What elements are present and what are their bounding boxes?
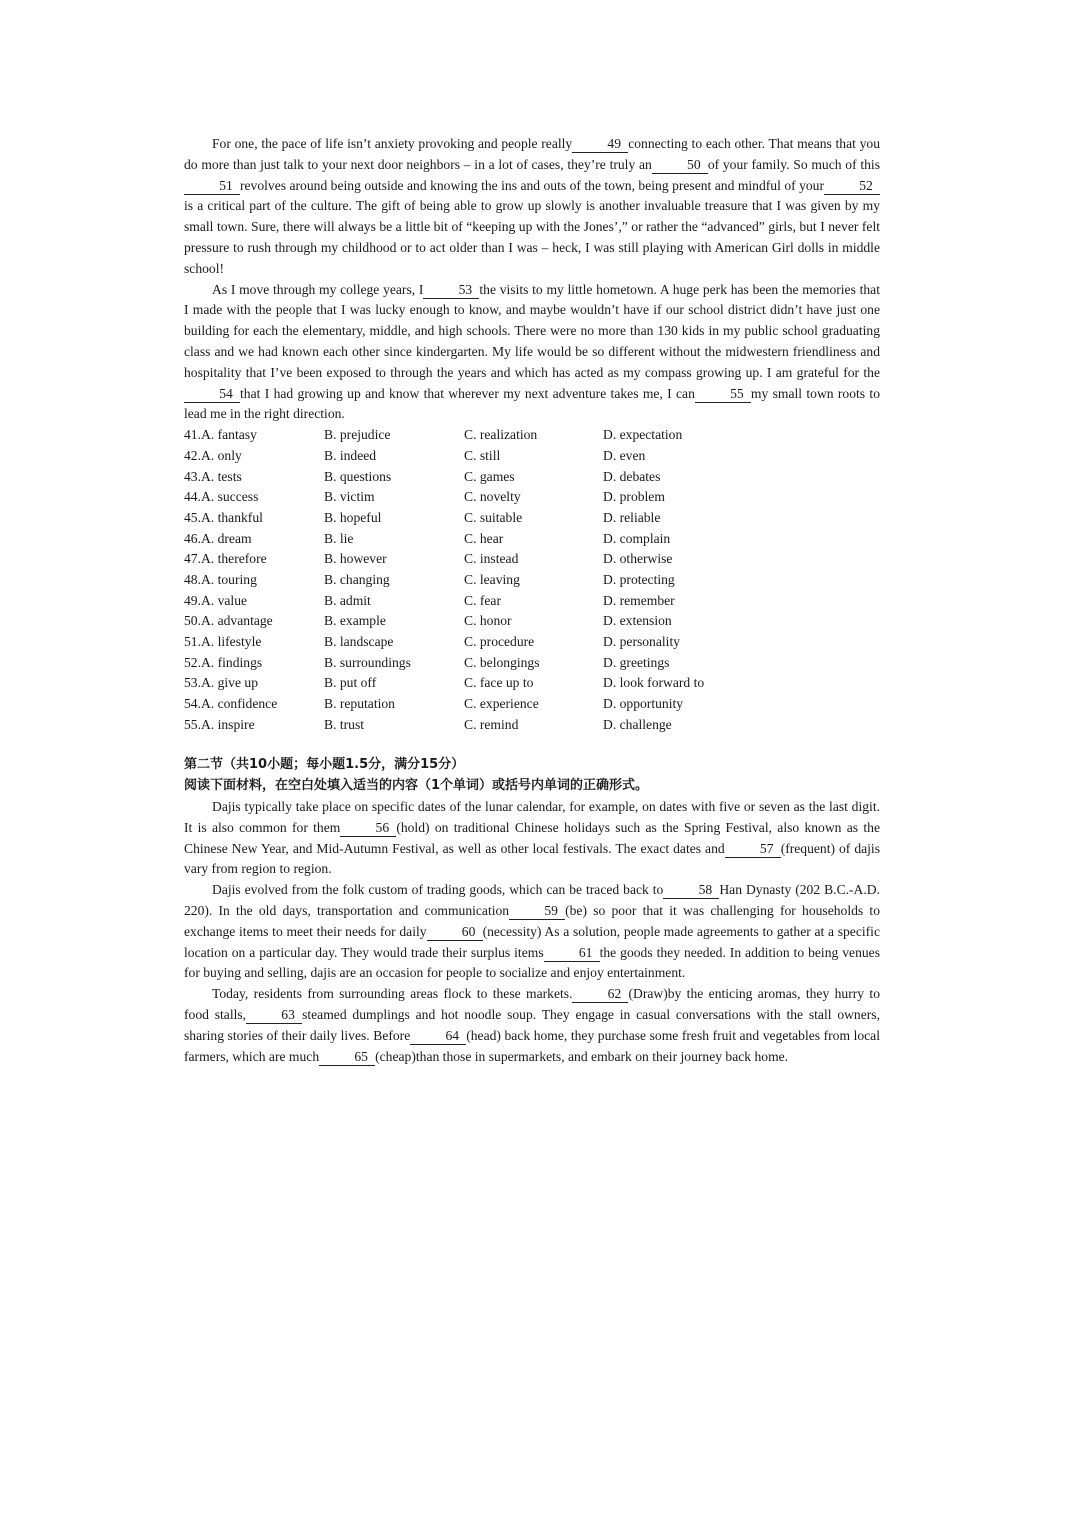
section-2-heading: 第二节（共10小题；每小题1.5分，满分15分） (184, 757, 465, 773)
passage-text: the visits to my little hometown. A huge perk has been the memories that I made with the people that I was lucky enough to know, and maybe wouldn’t have if our school district didn’t have just one building for each the elementary, middle, and high schools. There were no more than 130 kids in my public school graduating class and we had known each other since kindergarten. My life would be so different without the midwestern friendliness and hospitality that I’ve been exposed to through the years and which has acted as my compass growing up. I am grateful for the (184, 281, 880, 380)
section-2-instruction: 阅读下面材料，在空白处填入适当的内容（1个单词）或括号内单词的正确形式。 (184, 778, 649, 794)
passage-text: For one, the pace of life isn’t anxiety provoking and people really (212, 136, 573, 151)
option-c: C. leaving (464, 571, 520, 587)
option-c: C. realization (464, 427, 538, 443)
option-b: B. reputation (324, 696, 395, 712)
option-a: 44.A. success (184, 489, 259, 505)
answer-options-table (184, 425, 880, 735)
option-d: D. look forward to (603, 675, 705, 691)
passage-text: (head) back home, they purchase some fresh fruit and vegetables from local farmers, which are much (184, 1027, 880, 1064)
option-a: 46.A. dream (184, 530, 252, 546)
option-row (184, 694, 880, 715)
option-row (184, 425, 880, 446)
option-b: B. indeed (324, 447, 377, 463)
passage-text: that I had growing up and know that wherever my next adventure takes me, I can (240, 385, 695, 401)
passage-text: Dajis evolved from the folk custom of trading goods, which can be traced back to (212, 882, 664, 898)
option-c: C. fear (464, 592, 501, 608)
answer-blank-65: 65 (319, 1049, 375, 1066)
option-a: 50.A. advantage (184, 613, 273, 629)
passage-text: is a critical part of the culture. The gift of being able to grow up slowly is another invaluable treasure that I was given by my small town. Sure, there will always be a little bit of “keeping up with the Jones’,” or rather the “advanced” girls, but I never felt pressure to rush through my childhood or to act older than I was – heck, I was still playing with American Girl dolls in middle school! (184, 198, 880, 276)
option-c: C. honor (464, 613, 512, 629)
passage-text: connecting to each other. That means that you do more than just talk to your next door neighbors – in a lot of cases, they’re truly an (184, 136, 880, 172)
passage1-paragraph-2 (184, 280, 880, 426)
option-d: D. even (603, 447, 646, 463)
exam-page (184, 134, 880, 1067)
answer-blank-62: 62 (572, 986, 628, 1003)
option-b: B. hopeful (324, 509, 382, 525)
passage-text: (cheap)than those in supermarkets, and embark on their journey back home. (375, 1048, 789, 1064)
option-a: 45.A. thankful (184, 509, 263, 525)
option-d: D. challenge (603, 716, 672, 732)
option-b: B. victim (324, 489, 375, 505)
option-b: B. trust (324, 716, 365, 732)
option-d: D. personality (603, 634, 681, 650)
option-c: C. belongings (464, 654, 540, 670)
option-a: 41.A. fantasy (184, 427, 257, 443)
answer-blank-55: 55 (695, 386, 751, 403)
passage-text: (Draw)by the enticing aromas, they hurry to food stalls, (184, 986, 880, 1023)
option-row (184, 570, 880, 591)
option-c: C. still (464, 447, 501, 463)
answer-blank-54: 54 (184, 386, 240, 403)
answer-blank-56: 56 (340, 820, 396, 837)
option-d: D. complain (603, 530, 671, 546)
option-row (184, 529, 880, 550)
passage-text: (hold) on traditional Chinese holidays such as the Spring Festival, also known as the Chinese New Year, and Mid-Autumn Festival, as well as other local festivals. The exact dates and (184, 819, 880, 856)
passage2-paragraph-2 (184, 880, 880, 984)
passage-text: steamed dumplings and hot noodle soup. They engage in casual conversations with the stall owners, sharing stories of their daily lives. Before (184, 1007, 880, 1043)
option-c: C. suitable (464, 509, 523, 525)
option-row (184, 446, 880, 467)
option-c: C. experience (464, 696, 539, 712)
answer-blank-61: 61 (544, 945, 600, 962)
answer-blank-49: 49 (572, 136, 628, 153)
option-b: B. put off (324, 675, 377, 691)
passage1-paragraph-1 (184, 134, 880, 280)
passage2-paragraph-3 (184, 984, 880, 1067)
option-d: D. debates (603, 468, 661, 484)
option-c: C. hear (464, 530, 504, 546)
option-b: B. changing (324, 571, 390, 587)
option-c: C. instead (464, 551, 519, 567)
answer-blank-52: 52 (824, 178, 880, 195)
option-c: C. novelty (464, 489, 521, 505)
passage-text: the goods they needed. In addition to being venues for buying and selling, dajis are an occasion for people to socialize and enjoy entertainment. (184, 944, 880, 981)
option-b: B. example (324, 613, 386, 629)
answer-blank-50: 50 (652, 157, 708, 174)
option-d: D. problem (603, 489, 665, 505)
option-b: B. questions (324, 468, 392, 484)
answer-blank-64: 64 (410, 1028, 466, 1045)
option-row (184, 487, 880, 508)
option-d: D. otherwise (603, 551, 673, 567)
option-c: C. remind (464, 716, 519, 732)
answer-blank-57: 57 (725, 841, 781, 858)
passage-text: Today, residents from surrounding areas flock to these markets. (212, 986, 573, 1002)
option-b: B. landscape (324, 634, 394, 650)
option-d: D. protecting (603, 571, 675, 587)
option-d: D. opportunity (603, 696, 684, 712)
option-c: C. procedure (464, 634, 535, 650)
option-row (184, 467, 880, 488)
answer-blank-51: 51 (184, 178, 240, 195)
answer-blank-63: 63 (246, 1007, 302, 1024)
option-row (184, 508, 880, 529)
passage-text: (be) so poor that it was challenging for households to exchange items to meet their needs for daily (184, 903, 880, 939)
option-a: 47.A. therefore (184, 551, 267, 567)
option-a: 52.A. findings (184, 654, 263, 670)
option-d: D. reliable (603, 509, 661, 525)
option-a: 49.A. value (184, 592, 248, 608)
option-a: 51.A. lifestyle (184, 634, 262, 650)
passage-text: As I move through my college years, I (212, 281, 424, 297)
option-d: D. expectation (603, 427, 683, 443)
passage-text: (necessity) As a solution, people made agreements to gather at a specific location on a particular day. They would trade their surplus items (184, 923, 880, 960)
option-row (184, 549, 880, 570)
option-a: 53.A. give up (184, 675, 259, 691)
option-row (184, 715, 880, 736)
option-a: 54.A. confidence (184, 696, 278, 712)
option-b: B. admit (324, 592, 371, 608)
option-a: 42.A. only (184, 447, 242, 463)
option-c: C. games (464, 468, 515, 484)
passage-text: Han Dynasty (202 B.C.-A.D. 220). In the old days, transportation and communication (184, 882, 880, 919)
answer-blank-59: 59 (509, 903, 565, 920)
answer-blank-53: 53 (423, 282, 479, 299)
option-row (184, 632, 880, 653)
answer-blank-58: 58 (663, 882, 719, 899)
passage-text: my small town roots to lead me in the right direction. (184, 385, 880, 422)
answer-blank-60: 60 (427, 924, 483, 941)
option-c: C. face up to (464, 675, 534, 691)
option-a: 43.A. tests (184, 468, 242, 484)
option-row (184, 673, 880, 694)
passage-text: of your family. So much of this (707, 156, 881, 172)
passage2-paragraph-1 (184, 797, 880, 880)
option-row (184, 611, 880, 632)
option-d: D. greetings (603, 654, 670, 670)
option-row (184, 591, 880, 612)
option-d: D. extension (603, 613, 672, 629)
option-b: B. lie (324, 530, 354, 546)
option-b: B. however (324, 551, 387, 567)
option-row (184, 653, 880, 674)
option-b: B. surroundings (324, 654, 411, 670)
option-a: 48.A. touring (184, 571, 257, 587)
option-d: D. remember (603, 592, 675, 608)
passage-text: revolves around being outside and knowing the ins and outs of the town, being present and mindful of your (240, 177, 824, 193)
option-b: B. prejudice (324, 427, 391, 443)
passage-text: Dajis typically take place on specific dates of the lunar calendar, for example, on dates with five or seven as the last digit. It is also common for them (184, 799, 880, 835)
passage-text: (frequent) of dajis vary from region to region. (184, 840, 880, 877)
option-a: 55.A. inspire (184, 716, 255, 732)
